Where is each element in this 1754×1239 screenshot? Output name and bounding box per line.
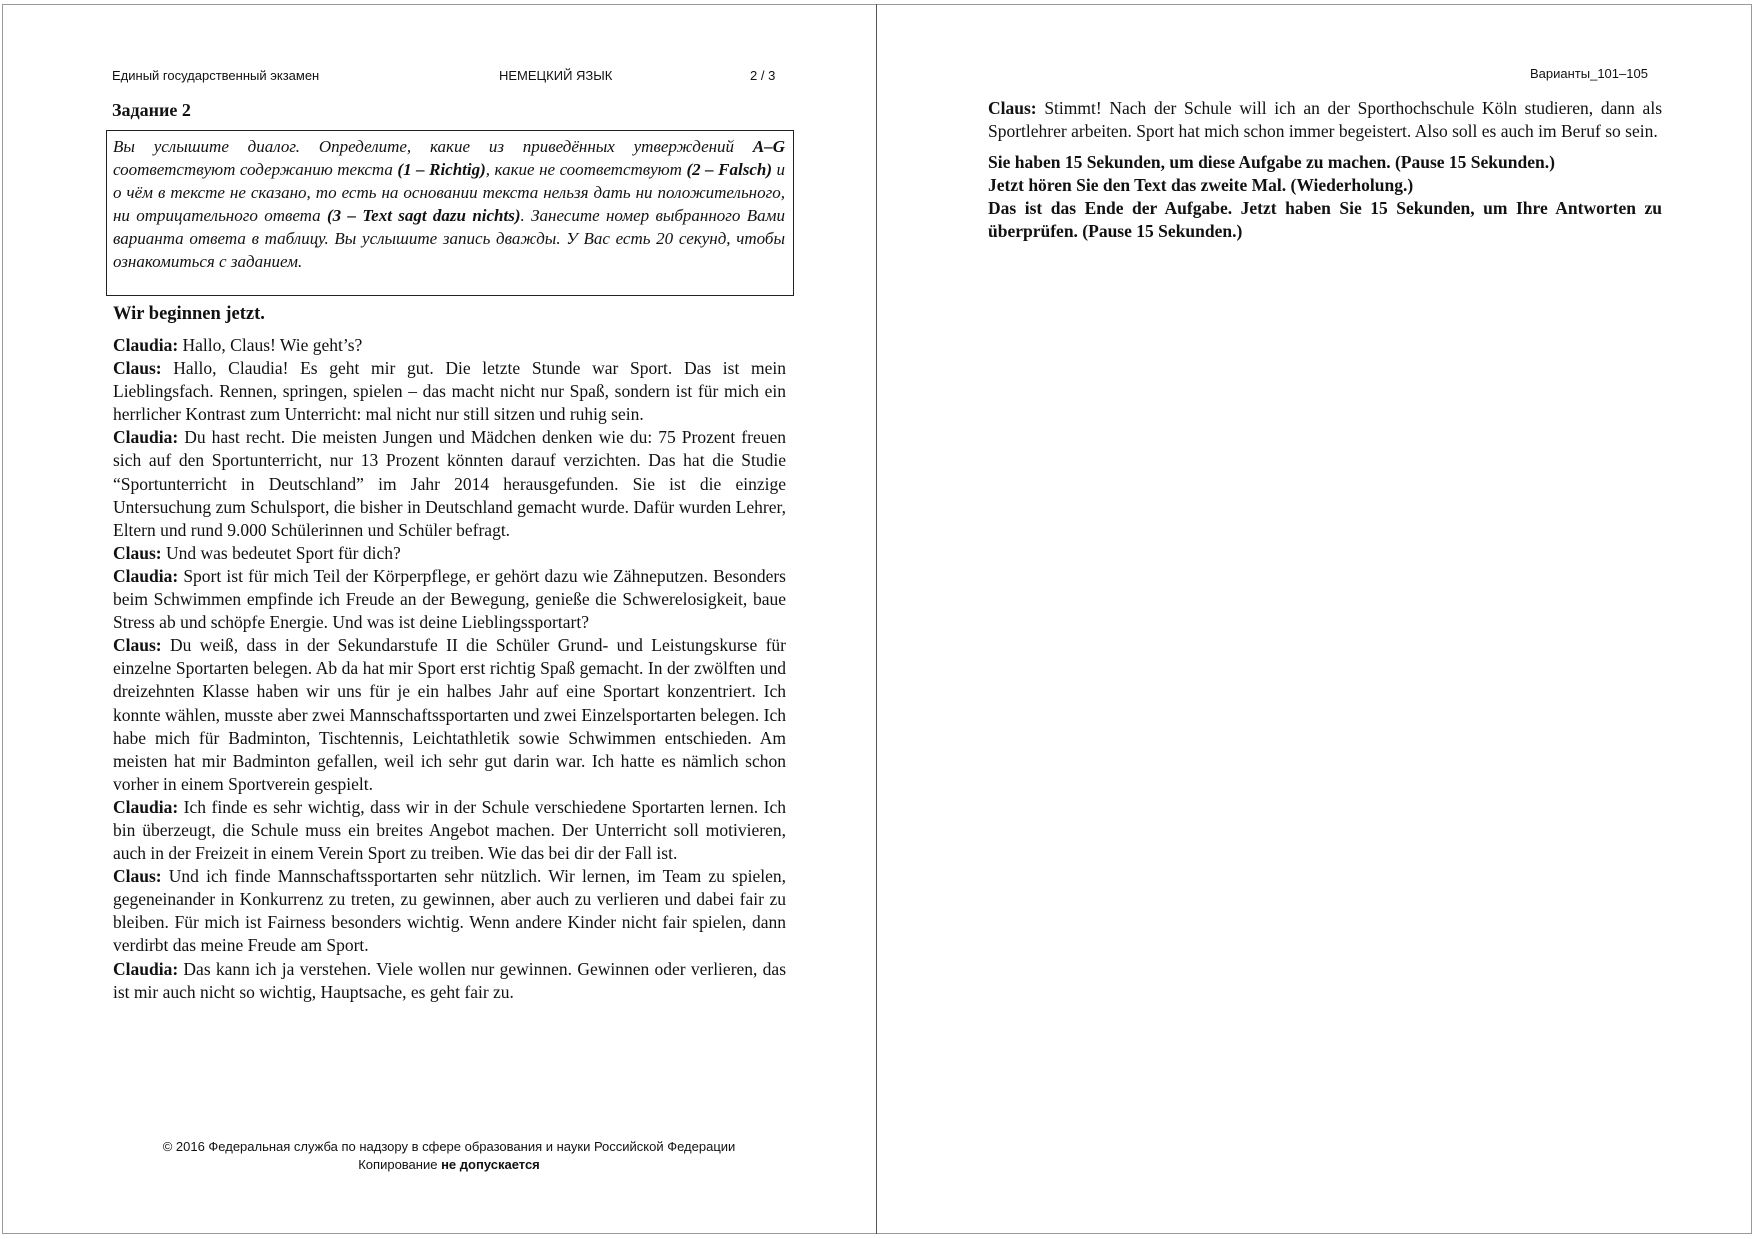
begin-line: Wir beginnen jetzt. [113, 304, 265, 324]
instruction-text: и о чём в тексте не сказано, то есть на основании текста нельзя дать ни положительного, ни отрицательного ответа [113, 160, 786, 225]
speech-text: Und was bedeutet Sport für dich? [161, 542, 401, 563]
pause-instruction: Sie haben 15 Sekunden, um diese Aufgabe zu machen. (Pause 15 Sekunden.) [988, 152, 1555, 173]
page-number: 2 / 3 [750, 68, 776, 83]
speech-text: Ich finde es sehr wichtig, dass wir in der Schule verschiedene Sportarten lernen. Ich bin überzeugt, die Schule muss ein breites Angebot machen. Der Unterricht soll motivieren, auch in der Freizeit in einem Verein Sport zu treiben. Wie das bei dir der Fall ist. [113, 796, 786, 864]
speech-text: Das kann ich ja verstehen. Viele wollen nur gewinnen. Gewinnen oder verlieren, das ist mir auch nicht so wichtig, Hauptsache, es geht fair zu. [113, 958, 786, 1002]
speaker-name: Claudia: [113, 565, 179, 586]
end-instruction: Das ist das Ende der Aufgabe. Jetzt haben Sie 15 Sekunden, um Ihre Antworten zu überprüfen. (Pause 15 Sekunden.) [988, 198, 1662, 242]
copyright-footer [112, 1138, 786, 1174]
speech-text: Du weiß, dass in der Sekundarstufe II die Schüler Grund- und Leistungskurse für einzelne Sportarten belegen. Ab da hat mir Sport erst richtig Spaß gemacht. In der zwölften und dreizehnten Klasse haben wir uns für je ein halbes Jahr auf eine Sportart konzentriert. Ich konnte wählen, musste aber zwei Mannschaftssportarten und zwei Einzelsportarten belegen. Ich habe mich für Badminton, Tischtennis, Leichtathletik sowie Schwimmen entschieden. Am meisten hat mir Badminton gefallen, weil ich sehr gut darin war. Ich hatte es nämlich schon vorher in einem Sportverein gespielt. [113, 635, 786, 794]
speech-text: Du hast recht. Die meisten Jungen und Mädchen denken wie du: 75 Prozent freuen sich auf den Sportunterricht, nur 13 Prozent könnten darauf verzichten. Das hat die Studie “Sportunterricht in Deutschland” im Jahr 2014 herausgefunden. Sie ist die einzige Untersuchung zum Schulsport, die bisher in Deutschland gemacht wurde. Dafür wurden Lehrer, Eltern und rund 9.000 Schülerinnen und Schüler befragt. [113, 427, 786, 540]
dialogue-turn [113, 634, 786, 796]
instruction-text: соответствуют содержанию текста [113, 160, 398, 179]
speaker-name: Claus: [113, 542, 162, 563]
variants-header: Варианты_101–105 [1530, 66, 1648, 81]
dialogue-turn [988, 97, 1662, 143]
dialogue-turn [113, 334, 786, 357]
speaker-name: Claus: [988, 98, 1037, 118]
speech-text: Sport ist für mich Teil der Körperpflege, er gehört dazu wie Zähneputzen. Besonders beim Schwimmen empfinde ich Freude an der Bewegung, genieße die Schwerelosigkeit, baue Stress ab und schöpfe Energie. Und was ist deine Lieblingssportart? [113, 565, 786, 633]
task-title: Задание 2 [112, 100, 191, 120]
instruction-text: . Занесите номер выбранного Вами варианта ответа в таблицу. Вы услышите запись дважды. У Вас есть 20 секунд, чтобы ознакомиться с заданием. [113, 206, 785, 271]
instruction-emphasis: A–G [752, 137, 785, 156]
copy-restriction-emphasis: не допускается [441, 1157, 540, 1172]
instruction-text: Вы услышите диалог. Определите, какие из приведённых утверждений [113, 137, 753, 156]
copyright-line: © 2016 Федеральная служба по надзору в сфере образования и науки Российской Федерации [162, 1139, 736, 1154]
dialogue-body [113, 303, 786, 1004]
speaker-name: Claus: [113, 635, 162, 656]
dialogue-turn [113, 565, 786, 634]
instruction-box [106, 130, 794, 296]
instruction-emphasis: (3 – Text sagt dazu nichts) [327, 206, 521, 225]
speech-text: Stimmt! Nach der Schule will ich an der Sporthochschule Köln studieren, dann als Sportlehrer arbeiten. Sport hat mich schon immer begeistert. Also soll es auch im Beruf so sein. [988, 98, 1662, 142]
dialogue-turn [113, 796, 786, 865]
instruction-emphasis: (2 – Falsch) [686, 160, 772, 179]
speaker-name: Claudia: [113, 958, 179, 979]
instruction-text: , какие не соответствуют [485, 160, 687, 179]
speaker-name: Claudia: [113, 796, 179, 817]
speech-text: Hallo, Claus! Wie geht’s? [178, 335, 363, 355]
dialogue-turn [113, 542, 786, 565]
exam-header: Единый государственный экзамен [112, 68, 320, 83]
dialogue-turn [113, 357, 786, 426]
speaker-name: Claus: [113, 358, 162, 379]
instruction-emphasis: (1 – Richtig) [397, 160, 486, 179]
speech-text: Hallo, Claudia! Es geht mir gut. Die letzte Stunde war Sport. Das ist mein Lieblingsfach. Rennen, springen, spielen – das macht nicht nur Spaß, sondern ist für mich ein herrlicher Kontrast zum Unterricht: mal nicht nur still sitzen und ruhig sein. [113, 358, 786, 425]
dialogue-turn [113, 958, 786, 1004]
page-divider [876, 4, 877, 1234]
speech-text: Und ich finde Mannschaftssportarten sehr nützlich. Wir lernen, im Team zu spielen, gegeneinander in Konkurrenz zu treten, zu gewinnen, aber auch zu verlieren und dabei fair zu bleiben. Für mich ist Fairness besonders wichtig. Wenn andere Kinder nicht fair spielen, dann verdirbt das meine Freude am Sport. [113, 866, 786, 956]
dialogue-continuation [988, 97, 1662, 244]
speaker-name: Claus: [113, 866, 162, 887]
speaker-name: Claudia: [113, 335, 179, 355]
speaker-name: Claudia: [113, 427, 179, 448]
dialogue-turn [113, 426, 786, 541]
copy-restriction-text: Копирование [358, 1157, 442, 1172]
subject-header: НЕМЕЦКИЙ ЯЗЫК [499, 68, 613, 83]
dialogue-turn [113, 865, 786, 957]
repeat-instruction: Jetzt hören Sie den Text das zweite Mal. (Wiederholung.) [988, 175, 1414, 196]
copy-restriction-line [112, 1156, 786, 1174]
